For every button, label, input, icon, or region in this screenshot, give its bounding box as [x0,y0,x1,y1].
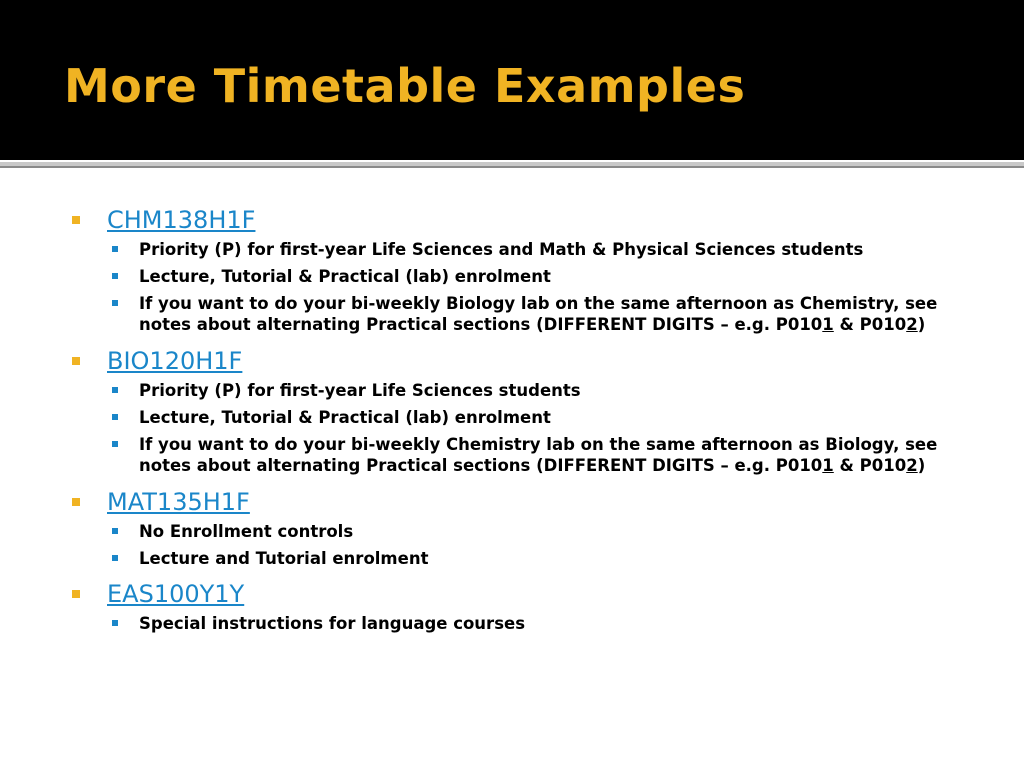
note-digit-a: 1 [822,456,834,475]
detail-text: Priority (P) for first-year Life Sciences students [139,381,581,400]
detail-text: Special instructions for language courses [139,614,526,633]
list-item [112,239,972,260]
slide-content [72,203,972,642]
note-line-2: notes about alternating Practical sections (DIFFERENT DIGITS – e.g. P010 [139,315,823,334]
list-item [112,293,972,335]
note-line-1: If you want to do your bi-weekly Biology lab on the same afternoon as Chemistry, see [139,294,938,313]
course-link-eas100y1y[interactable]: EAS100Y1Y [107,580,245,608]
course-link-bio120h1f[interactable]: BIO120H1F [107,347,243,375]
bullet-square-icon [112,300,118,306]
note-end: ) [917,315,926,334]
list-item [112,407,972,428]
note-end: ) [917,456,926,475]
bullet-square-icon [112,441,118,447]
note-digit-b: 2 [906,315,918,334]
title-bar [0,0,1024,160]
list-item [112,266,972,287]
detail-text: Priority (P) for first-year Life Sciences and Math & Physical Sciences students [139,240,864,259]
detail-text: No Enrollment controls [139,522,354,541]
detail-text: Lecture, Tutorial & Practical (lab) enrolment [139,408,551,427]
bullet-square-icon [112,246,118,252]
detail-text: Lecture, Tutorial & Practical (lab) enrolment [139,267,551,286]
list-item [112,548,972,569]
note-digit-b: 2 [906,456,918,475]
course-item [72,577,972,634]
course-details [72,380,972,476]
note-mid: & P010 [833,315,907,334]
course-item [72,485,972,569]
slide-title: More Timetable Examples [64,59,746,113]
list-item [112,613,972,634]
bullet-square-icon [112,414,118,420]
bullet-square-icon [112,528,118,534]
bullet-square-icon [72,590,80,598]
bullet-square-icon [112,387,118,393]
title-divider-shadow [0,166,1024,168]
detail-text: Lecture and Tutorial enrolment [139,549,429,568]
course-details [72,239,972,335]
course-link-chm138h1f[interactable]: CHM138H1F [107,206,256,234]
course-details [72,613,972,634]
list-item [112,380,972,401]
bullet-square-icon [72,216,80,224]
course-details [72,521,972,569]
course-link-mat135h1f[interactable]: MAT135H1F [107,488,250,516]
bullet-square-icon [72,357,80,365]
note-line-1: If you want to do your bi-weekly Chemistry lab on the same afternoon as Biology, see [139,435,938,454]
bullet-square-icon [112,620,118,626]
list-item [112,434,972,476]
course-item [72,344,972,476]
note-mid: & P010 [833,456,907,475]
bullet-square-icon [72,498,80,506]
list-item [112,521,972,542]
bullet-square-icon [112,555,118,561]
course-item [72,203,972,335]
bullet-square-icon [112,273,118,279]
note-line-2: notes about alternating Practical sections (DIFFERENT DIGITS – e.g. P010 [139,456,823,475]
note-digit-a: 1 [822,315,834,334]
